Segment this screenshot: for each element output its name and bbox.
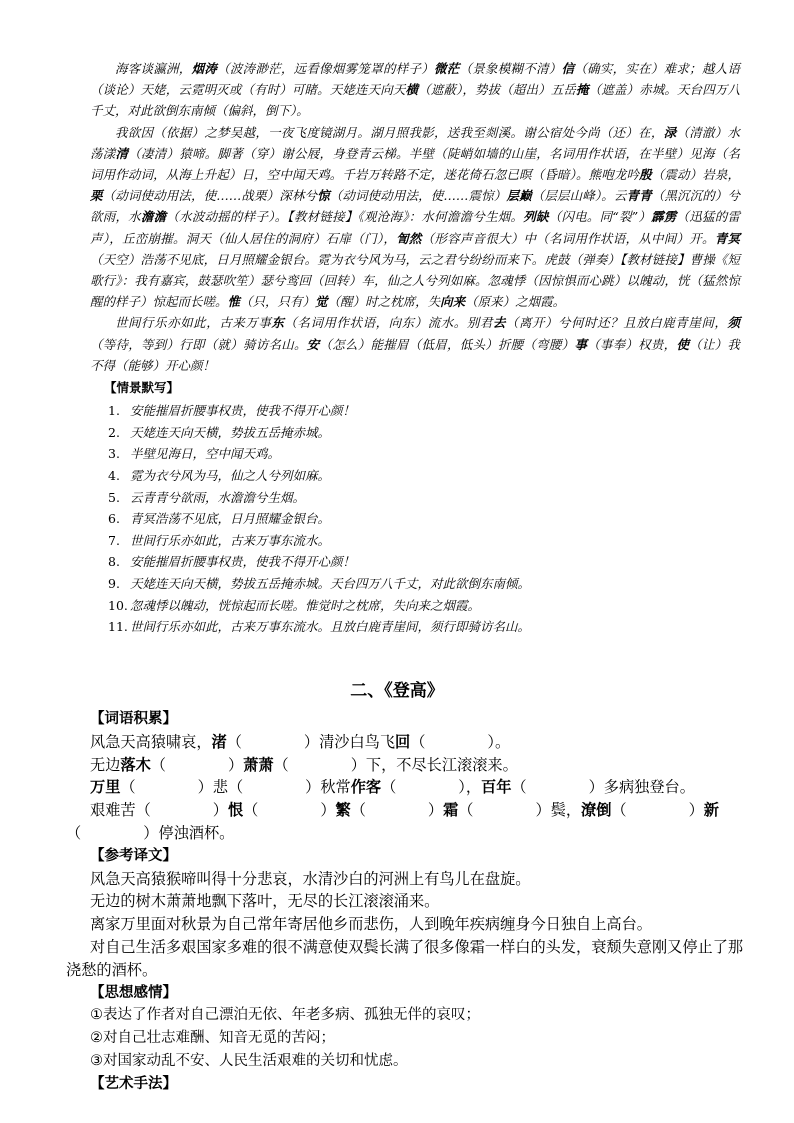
key-term: 惟 xyxy=(227,294,241,310)
text-run: （ xyxy=(120,778,136,797)
text-run: ） xyxy=(320,801,336,820)
key-term: 须 xyxy=(727,315,740,331)
text-run: （迅猛的雷声），丘峦崩摧。洞天（仙人居住的洞府）石扉（门）， xyxy=(90,209,740,246)
text-run: （波涛渺茫，远看像烟雾笼罩的样子） xyxy=(217,61,434,76)
recitation-list xyxy=(90,400,740,638)
item-text: 安能摧眉折腰事权贵，使我不得开心颜！ xyxy=(130,554,356,570)
text-run: ） xyxy=(427,801,444,820)
item-number: 7. xyxy=(108,532,120,548)
key-term: 使 xyxy=(676,336,690,352)
text-run: （遮蔽），势拔（超出）五岳 xyxy=(418,82,576,98)
section-dream-tianmu xyxy=(90,58,740,638)
text-run: （ xyxy=(150,755,166,774)
section-title-denggao: 二、《登高》 xyxy=(350,681,444,701)
key-term: 事 xyxy=(574,336,588,352)
thought-item: ①表达了作者对自己漂泊无依、年老多病、孤独无伴的哀叹； xyxy=(90,1007,480,1024)
text-run: ）清沙白鸟飞 xyxy=(303,732,395,751)
key-term: 栗 xyxy=(90,188,103,204)
text-run: （层层山峰）。云 xyxy=(531,188,627,204)
poem-line-3 xyxy=(66,776,756,799)
poem-line-4 xyxy=(66,799,756,822)
key-term: 回 xyxy=(395,732,411,751)
key-term: 东 xyxy=(271,315,285,331)
section-denggao xyxy=(66,708,756,1096)
item-number: 11. xyxy=(108,619,128,635)
text-run: （ xyxy=(243,801,259,820)
key-term: 渌 xyxy=(663,124,677,140)
translation-line: 离家万里面对秋景为自己常年寄居他乡而悲伤，人到晚年疾病缠身今日独自上高台。 xyxy=(90,915,652,934)
key-term: 觉 xyxy=(315,294,328,310)
recitation-item xyxy=(90,465,740,487)
text-run: （ xyxy=(273,755,289,774)
key-term: 訇然 xyxy=(396,230,422,246)
key-term: 青青 xyxy=(626,188,652,204)
text-run: ）秋常 xyxy=(305,778,351,797)
item-text: 青冥浩荡不见底，日月照耀金银台。 xyxy=(130,511,331,527)
key-term: 潦倒 xyxy=(581,801,612,820)
key-term: 青冥 xyxy=(714,230,740,246)
text-run: （动词使动用法，使……震惊） xyxy=(329,188,507,204)
thoughts-heading: 【思想感情】 xyxy=(90,984,177,1001)
recitation-item xyxy=(90,551,740,573)
text-run: （天空）浩荡不见底，日月照耀金银台。霓为衣兮风为马，云之君兮纷纷而来下。虎鼓（弹奏）【教材链接】曹操《短歌行》：我有嘉宾，鼓瑟吹笙）瑟兮鸾回（回转）车，仙之人兮列如麻。忽魂悸（因惊惧而心跳）以魄动，恍（猛然惊醒的样子）惊起而长嗟。 xyxy=(90,251,740,310)
recitation-item xyxy=(90,573,740,595)
text-run: （离开）兮何时还？且放白鹿青崖间， xyxy=(505,315,728,331)
key-term: 信 xyxy=(561,61,575,76)
text-run: 我欲因（依据）之梦吴越，一夜飞度镜湖月。湖月照我影，送我至剡溪。谢公宿处今尚（还）在， xyxy=(115,124,664,140)
annotated-paragraph-1 xyxy=(90,58,740,122)
item-number: 8. xyxy=(108,554,120,570)
item-text: 安能摧眉折腰事权贵，使我不得开心颜！ xyxy=(130,403,356,419)
key-term: 横 xyxy=(405,82,419,98)
technique-heading: 【艺术手法】 xyxy=(90,1075,177,1092)
text-run: 艰难苦（ xyxy=(90,801,151,820)
text-run: 海客谈瀛洲， xyxy=(115,61,192,76)
key-term: 作客 xyxy=(350,778,382,797)
thought-item: ③对国家动乱不安、人民生活艰难的关切和忧虑。 xyxy=(90,1052,408,1069)
item-number: 10. xyxy=(108,597,128,613)
recitation-item xyxy=(90,595,740,617)
poem-line-2 xyxy=(66,754,756,777)
text-run: （名词用作状语，向东）流水。别君 xyxy=(284,315,493,331)
translation-line: 风急天高猿猴啼叫得十分悲哀，水清沙白的河洲上有鸟儿在盘旋。 xyxy=(90,869,531,888)
key-term: 惊 xyxy=(317,188,330,204)
item-text: 天姥连天向天横，势拔五岳掩赤城。天台四万八千丈，对此欲倒东南倾。 xyxy=(130,576,531,591)
poem-line-1 xyxy=(66,731,756,754)
text-run: （ xyxy=(66,823,82,842)
text-run: （让）我不得（能够）开心颜！ xyxy=(90,336,740,373)
item-number: 6. xyxy=(108,511,120,527)
recitation-item xyxy=(90,530,740,552)
recitation-item xyxy=(90,487,740,509)
key-term: 落木 xyxy=(120,755,151,774)
text-run: ） xyxy=(688,801,704,820)
key-term: 微茫 xyxy=(433,61,460,76)
key-term: 列缺 xyxy=(523,209,549,225)
text-run: （ xyxy=(350,801,366,820)
key-term: 掩 xyxy=(575,82,589,98)
text-run: （闪电。同“裂”） xyxy=(548,209,652,225)
annotated-paragraph-2 xyxy=(90,122,740,313)
item-number: 1. xyxy=(108,403,120,419)
text-run: ） xyxy=(227,755,244,774)
text-run: （清澈）水荡漾 xyxy=(90,124,740,161)
key-term: 萧萧 xyxy=(243,755,274,774)
key-term: 向来 xyxy=(440,294,466,310)
text-run: （原来）之烟霞。 xyxy=(465,294,566,310)
text-run: （事奉）权贵， xyxy=(587,336,677,352)
translation-line: 无边的树木萧萧地飘下落叶，无尽的长江滚滚涌来。 xyxy=(90,892,440,911)
recitation-item xyxy=(90,400,740,422)
text-run: 世间行乐亦如此，古来万事 xyxy=(115,315,272,331)
text-run: （确实，实在）难求；越人语（谈论）天姥，云霓明灭或（有时）可睹。天姥连天向天 xyxy=(90,61,740,98)
text-run: ） xyxy=(212,801,228,820)
recitation-item xyxy=(90,422,740,444)
item-text: 半壁见海日，空中闻天鸡。 xyxy=(130,446,281,462)
item-text: 云青青兮欲雨，水澹澹兮生烟。 xyxy=(130,489,306,505)
key-term: 安 xyxy=(306,336,320,352)
text-run: （ xyxy=(611,801,627,820)
item-text: 世间行乐亦如此，古来万事东流水。且放白鹿青崖间，须行即骑访名山。 xyxy=(130,619,531,635)
key-term: 渚 xyxy=(211,732,227,751)
text-run: ）。 xyxy=(487,732,511,751)
item-text: 天姥连天向天横，势拔五岳掩赤城。 xyxy=(130,424,331,440)
item-number: 4. xyxy=(108,468,120,484)
text-run: （只，只有） xyxy=(240,294,316,310)
key-term: 澹澹 xyxy=(140,209,167,225)
item-number: 3. xyxy=(108,446,120,462)
key-term: 百年 xyxy=(481,778,512,797)
text-run: ）停浊酒杯。 xyxy=(143,823,235,842)
recitation-heading: 【情景默写】 xyxy=(104,380,180,396)
key-term: 去 xyxy=(492,315,506,331)
text-run: （黑沉沉的）兮欲雨，水 xyxy=(90,188,740,225)
recitation-item xyxy=(90,443,740,465)
text-run: （ xyxy=(410,732,426,751)
translation-heading: 【参考译文】 xyxy=(90,847,177,864)
text-run: ）下，不尽长江滚滚来。 xyxy=(350,755,518,774)
thought-item: ②对自己壮志难酬、知音无觅的苦闷； xyxy=(90,1030,335,1047)
vocabulary-heading: 【词语积累】 xyxy=(90,711,177,727)
text-run: （醒）时之枕席，失 xyxy=(327,294,441,310)
key-term: 霜 xyxy=(443,801,459,820)
key-term: 万里 xyxy=(90,778,121,797)
item-text: 世间行乐亦如此，古来万事东流水。 xyxy=(130,532,331,548)
item-number: 5. xyxy=(108,489,120,505)
item-number: 9. xyxy=(108,576,120,591)
text-run: （水波动摇的样子）。【教材链接】《观沧海》：水何澹澹兮生烟。 xyxy=(166,209,524,225)
key-term: 烟涛 xyxy=(191,61,218,76)
item-text: 忽魂悸以魄动，恍惊起而长嗟。惟觉时之枕席，失向来之烟霞。 xyxy=(130,597,481,613)
recitation-item xyxy=(90,508,740,530)
annotated-paragraph-3 xyxy=(90,312,740,376)
text-run: ）悲（ xyxy=(197,778,244,797)
text-run: （ xyxy=(381,778,397,797)
text-run: ）， xyxy=(458,778,482,797)
key-term: 繁 xyxy=(335,801,351,820)
poem-line-5 xyxy=(66,822,756,845)
item-number: 2. xyxy=(108,424,120,440)
text-run: （形容声音很大）中（名词用作状语，从中间）开。 xyxy=(421,230,715,246)
text-run: （怎么）能摧眉（低眉，低头）折腰（弯腰） xyxy=(319,336,575,352)
text-run: 无边 xyxy=(90,755,121,774)
key-term: 层巅 xyxy=(506,188,532,204)
key-term: 清 xyxy=(115,145,129,161)
item-text: 霓为衣兮风为马，仙之人兮列如麻。 xyxy=(130,468,331,484)
text-run: ）多病独登台。 xyxy=(588,778,695,797)
text-run: （景象模糊不清） xyxy=(459,61,562,76)
key-term: 新 xyxy=(703,801,719,820)
recitation-item xyxy=(90,616,740,638)
text-run: （ xyxy=(511,778,527,797)
key-term: 殷 xyxy=(639,167,652,183)
text-run: （动词使动用法，使……战栗）深林兮 xyxy=(102,188,318,204)
translation-line: 对自己生活多艰国家多难的很不满意使双鬓长满了很多像霜一样白的头发，衰颓失意刚又停止了那浇愁的酒杯。 xyxy=(66,937,744,979)
text-run: ）鬓， xyxy=(535,801,581,820)
text-run: （震动）岩泉， xyxy=(651,167,740,183)
text-run: （ xyxy=(458,801,474,820)
text-run: （遮盖）赤城。天台四万八千丈，对此欲倒东南倾（偏斜，倒下）。 xyxy=(90,82,740,119)
text-run: （等待，等到）行即（就）骑访名山。 xyxy=(90,336,307,352)
key-term: 恨 xyxy=(227,801,244,820)
text-run: 风急天高猿啸哀， xyxy=(90,732,212,751)
text-run: （凄清）猿啼。脚著（穿）谢公屐，身登青云梯。半壁（陡峭如墙的山崖，名词用作状语，在半壁）见海（名词用作动词，从海上升起）日，空中闻天鸡。千岩万转路不定，迷花倚石忽已暝（昏暗）。熊咆龙吟 xyxy=(90,145,740,183)
text-run: （ xyxy=(226,732,242,751)
key-term: 霹雳 xyxy=(651,209,677,225)
